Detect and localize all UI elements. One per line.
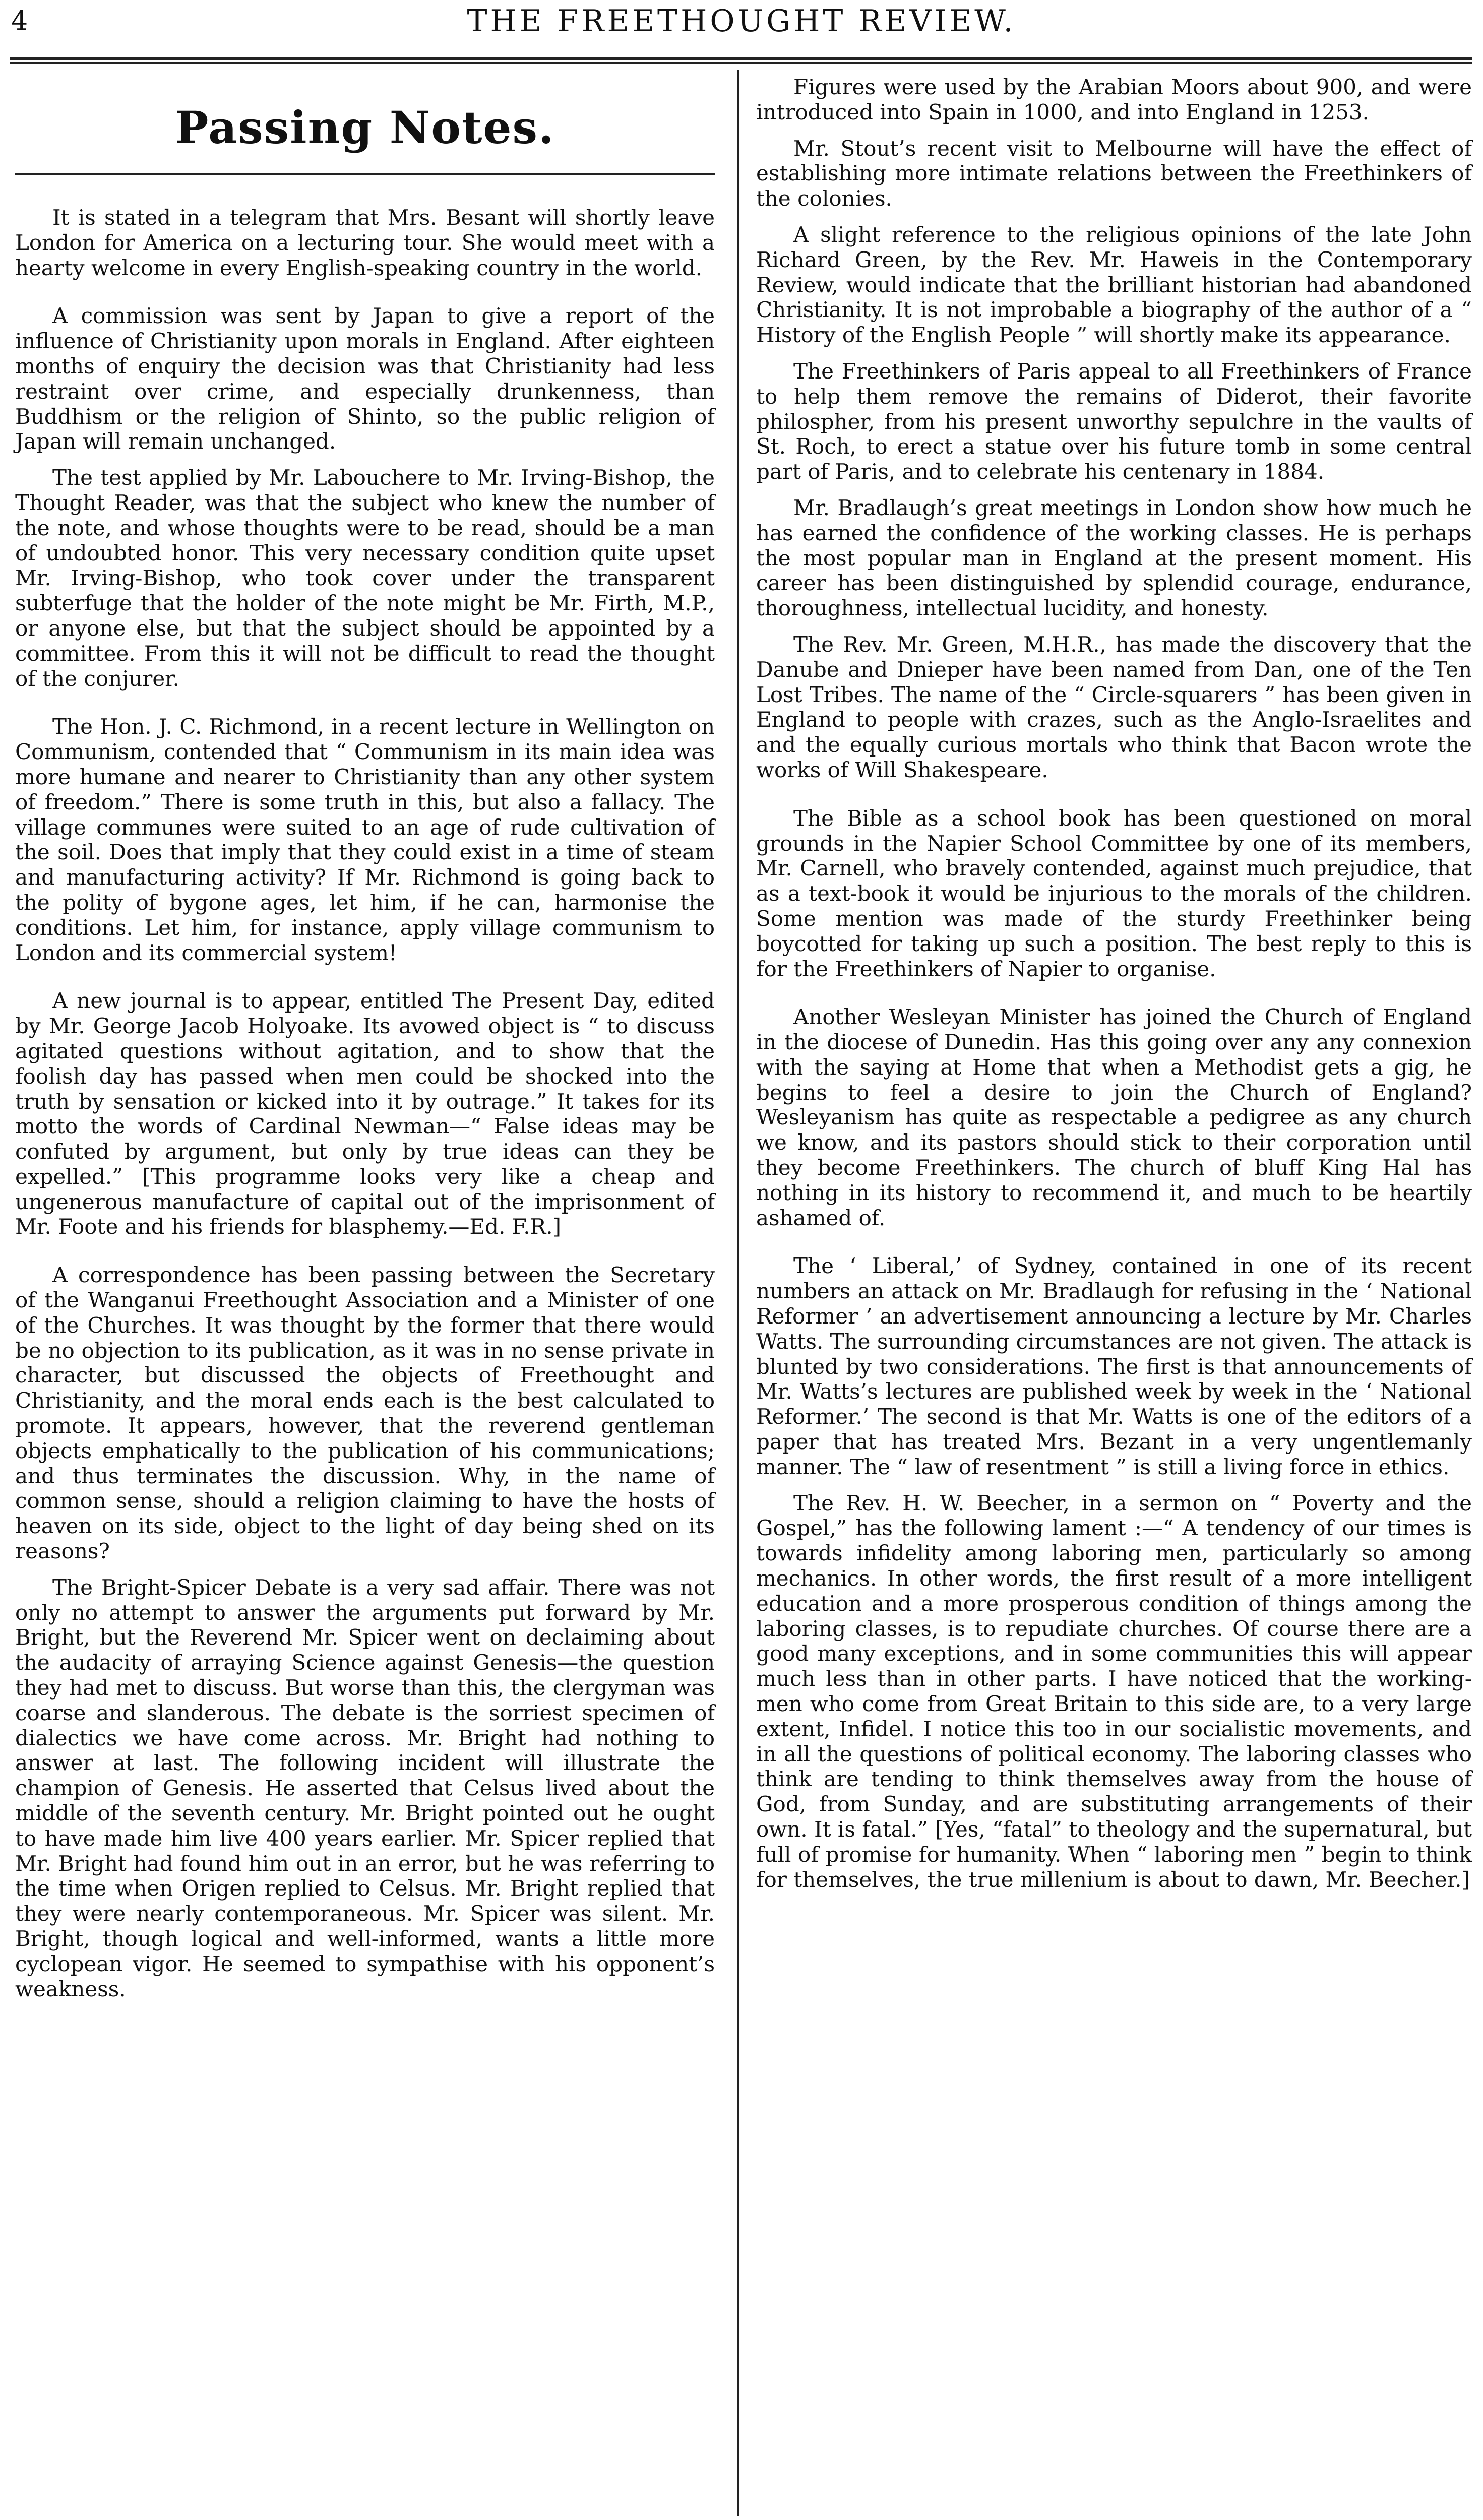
note-bradlaugh-meetings: Mr. Bradlaugh’s great meetings in London show how much he has earned the confidence of the working classes. He is perhaps the most popular man in England at the present moment. His career has been distinguished by splendid courage, endurance, thoroughness, intellectual lucidity, and honesty. (756, 495, 1472, 621)
note-wanganui-correspondence: A correspondence has been passing between the Secretary of the Wanganui Freethought Association and a Minister of one of the Churches. It was thought by the former that there would be no objection to its publication, as it was in no sense private in character, but discussed the objects of Freethought and Christianity, and the moral ends each is the best calculated to promote. It appears, however, that the reverend gentleman objects emphatically to the publication of his communications; and thus terminates the discussion. Why, in the name of common sense, should a religion claiming to have the hosts of heaven on its side, object to the light of day being shed on its reasons? (15, 1263, 715, 1564)
column-divider (737, 70, 739, 2516)
section-title: Passing Notes. (175, 101, 555, 154)
note-japan-commission: A commission was sent by Japan to give a report of the influence of Christianity upon morals in England. After eighteen months of enquiry the decision was that Christianity had less restraint over crime, and especially drunkenness, than Buddhism or the religion of Shinto, so the public religion of Japan will remain unchanged. (15, 303, 715, 454)
note-paris-diderot: The Freethinkers of Paris appeal to all Freethinkers of France to help them remove the remains of Diderot, their favorite philospher, from his present unworthy sepulchre in the vaults of St. Roch, to erect a statue over his future tomb in some central part of Paris, and to celebrate his centenary in 1884. (756, 358, 1472, 484)
note-richard-green: A slight reference to the religious opinions of the late John Richard Green, by the Rev. Mr. Haweis in the Contemporary Review, would indicate that the brilliant historian had abandoned Christianity. It is not improbable a biography of the author of a “ History of the English People ” will shortly make its appearance. (756, 222, 1472, 348)
note-napier-school: The Bible as a school book has been questioned on moral grounds in the Napier School Committee by one of its members, Mr. Carnell, who bravely contended, against much prejudice, that as a text-book it would be injurious to the morals of the children. Some mention was made of the sturdy Freethinker being boycotted for taking up such a position. The best reply to this is for the Freethinkers of Napier to organise. (756, 805, 1472, 981)
note-danube-dnieper: The Rev. Mr. Green, M.H.R., has made the discovery that the Danube and Dnieper have been named from Dan, one of the Ten Lost Tribes. The name of the “ Circle-squarers ” has been given in England to people with crazes, such as the Anglo-Israelites and and the equally curious mortals who think that Bacon wrote the works of Will Shakespeare. (756, 632, 1472, 782)
note-stout-melbourne: Mr. Stout’s recent visit to Melbourne will have the effect of establishing more intimate relations between the Freethinkers of the colonies. (756, 136, 1472, 211)
running-title: THE FREETHOUGHT REVIEW. (467, 4, 1016, 39)
note-present-day-journal: A new journal is to appear, entitled The Present Day, edited by Mr. George Jacob Holyoake. Its avowed object is “ to discuss agitated questions without agitation, and to show that the foolish day has passed when men could be shocked into the truth by sensation or kicked into it by outrage.” It takes for its motto the words of Cardinal Newman—“ False ideas may be confuted by argument, but only by true ideas can they be expelled.” [This programme looks very like a cheap and ungenerous manufacture of capital out of the imprisonment of Mr. Foote and his friends for blasphemy.—Ed. F.R.] (15, 988, 715, 1239)
right-column (756, 75, 1472, 1892)
note-wesleyan-minister: Another Wesleyan Minister has joined the Church of England in the diocese of Dunedin. Has this going over any any connexion with the saying at Home that when a Methodist gets a gig, he begins to feel a desire to join the Church of England? Wesleyanism has quite as respectable a pedigree as any church we know, and its pastors should stick to their corporation until they become Freethinkers. The church of bluff King Hal has nothing in its history to recommend it, and much to be heartily ashamed of. (756, 1004, 1472, 1230)
note-arabic-figures: Figures were used by the Arabian Moors about 900, and were introduced into Spain in 1000, and into England in 1253. (756, 75, 1472, 124)
note-sydney-liberal: The ‘ Liberal,’ of Sydney, contained in one of its recent numbers an attack on Mr. Bradlaugh for refusing in the ‘ National Reformer ’ an advertisement announcing a lecture by Mr. Charles Watts. The surrounding circumstances are not given. The attack is blunted by two considerations. The first is that announcements of Mr. Watts’s lectures are published week by week in the ‘ National Reformer.’ The second is that Mr. Watts is one of the editors of a paper that has treated Mrs. Bezant in a very ungentlemanly manner. The “ law of resentment ” is still a living force in ethics. (756, 1253, 1472, 1479)
page-header (0, 0, 1483, 60)
header-rule (10, 57, 1472, 60)
page-number: 4 (11, 6, 28, 36)
note-bright-spicer-debate: The Bright-Spicer Debate is a very sad affair. There was not only no attempt to answer the arguments put forward by Mr. Bright, but the Reverend Mr. Spicer went on declaiming about the audacity of arraying Science against Genesis—the question they had met to discuss. But worse than this, the clergyman was coarse and slanderous. The debate is the sorriest specimen of dialectics we have come across. Mr. Bright had nothing to answer at last. The following incident will illustrate the champion of Genesis. He asserted that Celsus lived about the middle of the seventh century. Mr. Bright pointed out he ought to have made him live 400 years earlier. Mr. Spicer replied that Mr. Bright had found him out in an error, but he was referring to the time when Origen replied to Celsus. Mr. Bright replied that they were nearly contemporaneous. Mr. Spicer was silent. Mr. Bright, though logical and well-informed, wants a little more cyclopean vigor. He seemed to sympathise with his opponent’s weakness. (15, 1574, 715, 2001)
title-rule (15, 173, 715, 175)
left-column (15, 75, 715, 2001)
note-beecher-sermon: The Rev. H. W. Beecher, in a sermon on “ Poverty and the Gospel,” has the following lament :—“ A tendency of our times is towards infidelity among laboring men, particularly so among mechanics. In other words, the first result of a more intelligent education and a more prosperous condition of things among the laboring classes, is to repudiate churches. Of course there are a good many exceptions, and in some communities this will appear much less than in other parts. I have noticed that the working-men who come from Great Britain to this side are, to a very large extent, Infidel. I notice this too in our socialistic movements, and in all the questions of political economy. The laboring classes who think are tending to think themselves away from the house of God, from Sunday, and are substituting arrangements of their own. It is fatal.” [Yes, “fatal” to theology and the supernatural, but full of promise for humanity. When “ laboring men ” begin to think for themselves, the true millenium is about to dawn, Mr. Beecher.] (756, 1490, 1472, 1892)
note-irving-bishop: The test applied by Mr. Labouchere to Mr. Irving-Bishop, the Thought Reader, was that the subject who knew the number of the note, and whose thoughts were to be read, should be a man of undoubted honor. This very necessary condition quite upset Mr. Irving-Bishop, who took cover under the transparent subterfuge that the holder of the note might be Mr. Firth, M.P., or anyone else, but that the subject should be appointed by a committee. From this it will not be difficult to read the thought of the conjurer. (15, 465, 715, 691)
header-rule-thin (10, 62, 1472, 64)
note-richmond-communism: The Hon. J. C. Richmond, in a recent lecture in Wellington on Communism, contended that “ Communism in its main idea was more humane and nearer to Christianity than any other system of freedom.” There is some truth in this, but also a fallacy. The village communes were suited to an age of rude cultivation of the soil. Does that imply that they could exist in a time of steam and manufacturing activity? If Mr. Richmond is going back to the polity of bygone ages, let him, if he can, harmonise the conditions. Let him, for instance, apply village communism to London and its commercial system! (15, 714, 715, 965)
note-besant-tour: It is stated in a telegram that Mrs. Besant will shortly leave London for America on a lecturing tour. She would meet with a hearty welcome in every English-speaking country in the world. (15, 205, 715, 280)
